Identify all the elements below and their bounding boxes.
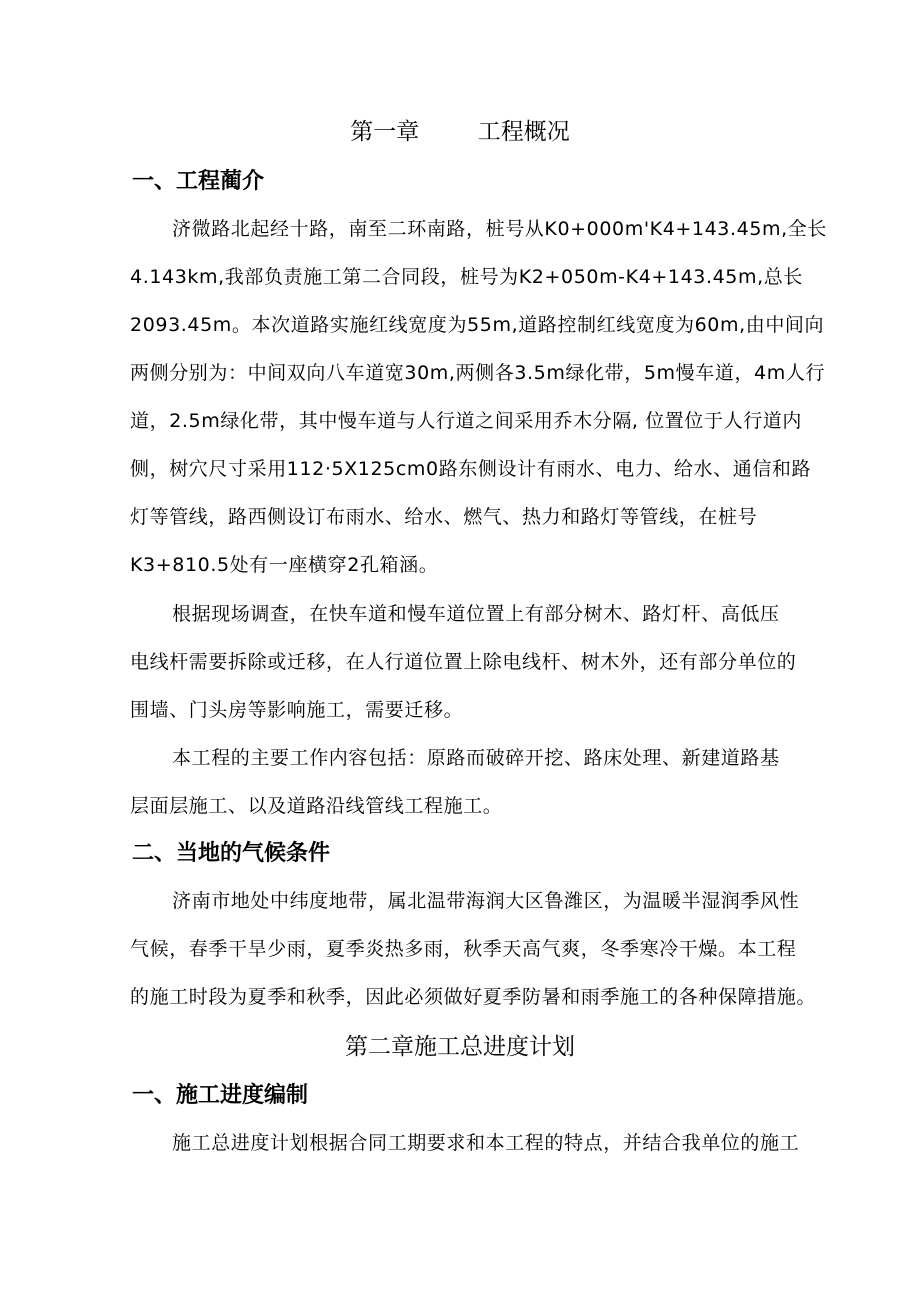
section-2-p1-line: 的施工时段为夏季和秋季，因此必须做好夏季防暑和雨季施工的各种保障措施。 (130, 986, 817, 1008)
section-1-p3-line: 层面层施工、以及道路沿线管线工程施工。 (130, 795, 503, 817)
section-1-heading: 一、工程蔺介 (132, 169, 265, 194)
section-1-p1-line: 灯等管线，路西侧设订布雨水、给水、燃气、热力和路灯等管线，在桩号 (130, 506, 758, 528)
section-3-heading: 一、施工进度编制 (132, 1083, 309, 1108)
section-1-p1-line: 道，2.5m绿化带，其中慢车道与人行道之间采用乔木分隔, 位置位于人行道内 (130, 410, 803, 432)
section-1-p1-line: 2093.45m。本次道路实施红线宽度为55m,道路控制红线宽度为60m,由中间向 (130, 314, 825, 336)
section-1-p1-line: 两侧分别为：中间双向八车道宽30m,两侧各3.5m绿化带，5m慢车道，4m人行 (130, 362, 826, 384)
section-1-p2-line: 根据现场调查，在快车道和慢车道位置上有部分树木、路灯杆、高低压 (172, 603, 780, 625)
section-1-p1-line: 侧，树穴尺寸采用112·5X125cm0路东侧设计有雨水、电力、给水、通信和路 (130, 458, 812, 480)
section-1-p1-line: 济微路北起经十路，南至二环南路，桩号从K0+000m'K4+143.45m,全长 (172, 218, 827, 240)
section-2-p1-line: 气候，春季干旱少雨，夏季炎热多雨，秋季天高气爽，冬季寒冷干燥。本工程 (130, 938, 797, 960)
section-1-p3-line: 本工程的主要工作内容包括：原路而破碎开挖、路床处理、新建道路基 (172, 747, 780, 769)
section-1-p2-line: 围墙、门头房等影响施工，需要迁移。 (130, 699, 464, 721)
section-2-heading: 二、当地的气候条件 (132, 841, 331, 866)
section-1-p1-line: 4.143km,我部负责施工第二合同段，桩号为K2+050m-K4+143.45m,总长 (130, 266, 803, 288)
section-1-p1-line: K3+810.5处有一座横穿2孔箱涵。 (130, 554, 439, 576)
section-1-p2-line: 电线杆需要拆除或迁移，在人行道位置上除电线杆、树木外，还有部分单位的 (130, 651, 797, 673)
section-2-p1-line: 济南市地处中纬度地带，属北温带海润大区鲁潍区，为温暖半湿润季风性 (172, 890, 800, 912)
chapter-1-title: 第一章 工程概况 (350, 119, 570, 145)
chapter-2-title: 第二章施工总进度计划 (345, 1034, 575, 1060)
section-3-p1-line: 施工总进度计划根据合同工期要求和本工程的特点，并结合我单位的施工 (172, 1132, 800, 1154)
